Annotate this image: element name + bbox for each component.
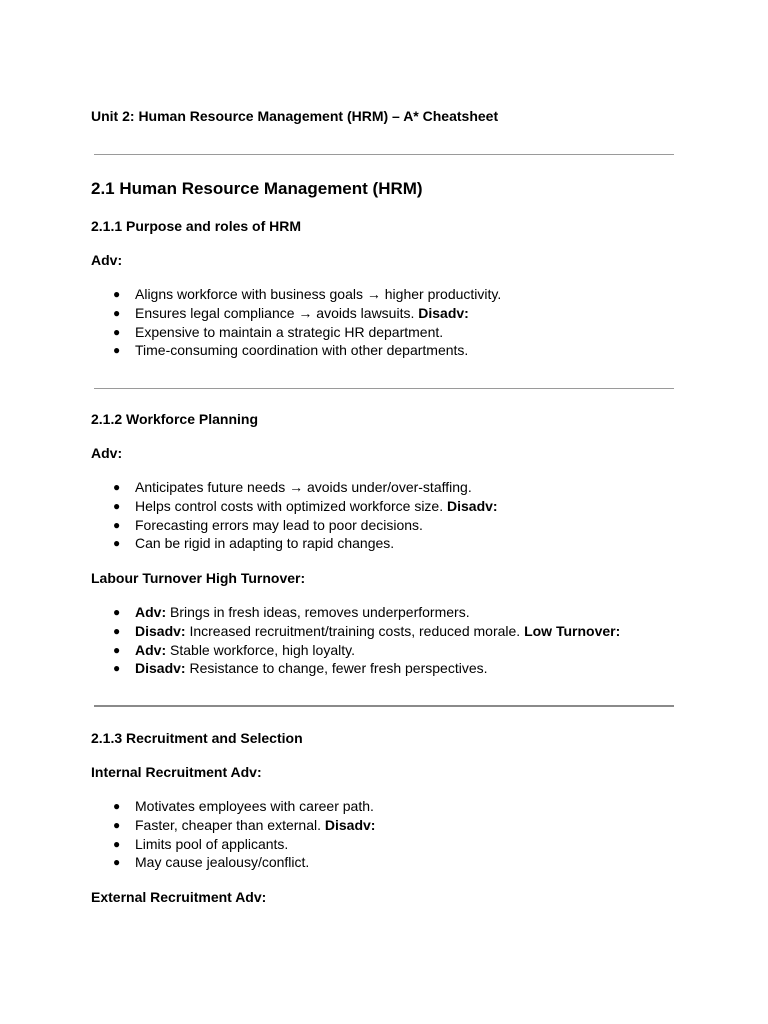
labour-turnover-label: Labour Turnover High Turnover: — [91, 570, 306, 586]
bullet-icon: ● — [113, 855, 121, 870]
bullet-icon: ● — [113, 324, 121, 339]
list-item: ● Anticipates future needs → avoids under/over-staffing. — [113, 479, 472, 495]
bullet-list-turnover — [0, 603, 620, 678]
section-heading-2-1: 2.1 Human Resource Management (HRM) — [91, 179, 423, 198]
disadv-label: Disadv: — [324, 816, 376, 833]
low-turnover-label: Low Turnover: — [524, 622, 621, 639]
bullet-icon: ● — [113, 817, 121, 832]
subsection-heading-2-1-1: 2.1.1 Purpose and roles of HRM — [91, 218, 302, 234]
list-item: ● Motivates employees with career path. — [113, 798, 374, 814]
list-item: ● Disadv: Increased recruitment/training costs, reduced morale. Low Turnover: — [113, 622, 621, 639]
bullet-list-2-1-1 — [0, 285, 501, 360]
list-item: ● May cause jealousy/conflict. — [113, 854, 310, 871]
bullet-icon: ● — [113, 498, 121, 513]
adv-label: Adv: — [91, 252, 123, 268]
bullet-icon: ● — [113, 287, 121, 301]
list-item: ● Expensive to maintain a strategic HR department. — [113, 323, 444, 340]
bullet-icon: ● — [113, 536, 121, 551]
bullet-icon: ● — [113, 343, 121, 358]
adv-label: Adv: — [91, 445, 123, 461]
subsection-heading-2-1-2: 2.1.2 Workforce Planning — [91, 411, 259, 427]
list-item: ● Ensures legal compliance → avoids lawsuits. Disadv: — [113, 304, 469, 321]
list-item: ● Can be rigid in adapting to rapid changes. — [113, 535, 395, 552]
horizontal-divider — [94, 388, 674, 389]
list-item: ● Faster, cheaper than external. Disadv: — [113, 816, 376, 833]
list-item: ● Aligns workforce with business goals → higher productivity. — [113, 286, 502, 302]
disadv-label: Disadv: — [418, 304, 469, 321]
external-recruitment-label: External Recruitment Adv: — [91, 889, 267, 905]
list-item: ● Adv: Brings in fresh ideas, removes underperformers. — [113, 604, 470, 620]
bullet-icon: ● — [113, 605, 121, 619]
bullet-icon: ● — [113, 517, 121, 532]
list-item: ● Adv: Stable workforce, high loyalty. — [113, 641, 355, 658]
list-item: ● Helps control costs with optimized workforce size. Disadv: — [113, 497, 498, 514]
horizontal-divider — [94, 705, 674, 707]
bullet-list-internal-recruitment — [0, 797, 375, 872]
bullet-icon: ● — [113, 661, 121, 676]
bullet-icon: ● — [113, 623, 121, 638]
internal-recruitment-label: Internal Recruitment Adv: — [91, 764, 262, 780]
list-item: ● Disadv: Resistance to change, fewer fresh perspectives. — [113, 660, 488, 677]
bullet-icon: ● — [113, 642, 121, 657]
horizontal-divider — [94, 154, 674, 155]
bullet-list-2-1-2 — [0, 478, 498, 553]
document-title: Unit 2: Human Resource Management (HRM) – A* Cheatsheet — [91, 108, 499, 124]
bullet-icon: ● — [113, 836, 121, 851]
disadv-label: Disadv: — [447, 497, 498, 514]
subsection-heading-2-1-3: 2.1.3 Recruitment and Selection — [91, 730, 303, 746]
bullet-icon: ● — [113, 305, 121, 320]
list-item: ● Time-consuming coordination with other departments. — [113, 342, 469, 359]
bullet-icon: ● — [113, 480, 121, 494]
bullet-icon: ● — [113, 799, 121, 813]
list-item: ● Forecasting errors may lead to poor decisions. — [113, 516, 423, 533]
list-item: ● Limits pool of applicants. — [113, 835, 289, 852]
